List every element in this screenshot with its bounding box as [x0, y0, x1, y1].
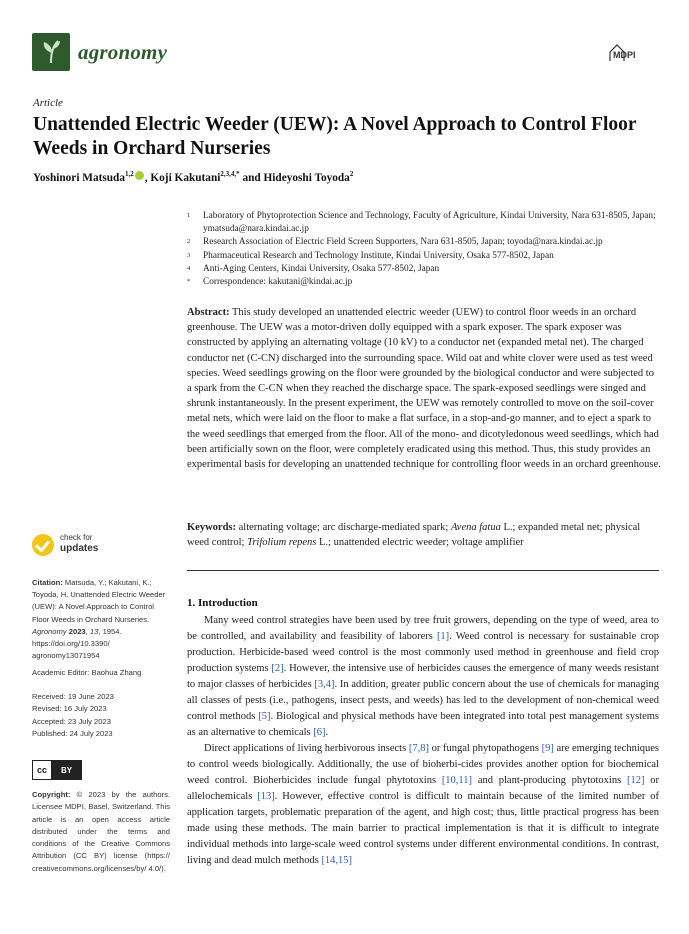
dates: Received: 19 June 2023 Revised: 16 July 2023 Accepted: 23 July 2023 Published: 24 July 2023 [32, 692, 114, 739]
check-updates-small[interactable]: check for [60, 533, 93, 542]
section-heading: 1. Introduction [187, 597, 258, 609]
reference-link[interactable]: [3,4] [314, 679, 335, 690]
affiliations [187, 210, 667, 289]
journal-name: agronomy [78, 40, 168, 64]
paragraph: Direct applications of living herbivorous insects [7,8] or fungal phytopathogens [9] are emerging techniques to control weeds biologically. Additionally, the use of bioherbi-cides provides another option for biochemical weed control. Bioherbicides include fungal phytotoxins [10,11] and plant-producing phytotoxins [12] or allelochemicals [13]. However, effective control is difficult to maintain because of the limited number of application targets, problematic preparation of the agent, and high cost; thus, little practical progress has been made using these methods. The main barrier to practical implementation is that it is difficult to integrate individual methods into large-scale weed control systems under different environmental conditions. In contrast, living and dead mulch methods [14,15] [187, 743, 659, 866]
copyright-notice: Copyright: © 2023 by the authors. Licensee MDPI, Basel, Switzerland. This article is an open access article distributed under the terms and conditions of the Creative Commons Attribution (CC BY) license (https:// creativecommons.org/licenses/by/ 4.0/). [32, 790, 170, 873]
paragraph: Many weed control strategies have been used by tree fruit growers, depending on the type of weed, area to be controlled, and availability and feasibility of laborers [1]. Weed control is necessary for sustainable crop production. Herbicide-based weed control is the most commonly used method in greenhouse and field crop production systems [2]. However, the intensive use of herbicides causes the emergence of many weeds resistant to major classes of herbicides [3,4]. In addition, greater public concern about the use of chemicals for managing all classes of pests (i.e., pathogens, insect pests, and weeds) has led to the development of non-chemical weed control methods [5]. Biological and physical methods have been integrated into total pest management systems as an alternative to chemicals [6]. [187, 615, 660, 738]
abstract-label: Abstract: [187, 307, 230, 318]
citation-block: Citation: Matsuda, Y.; Kakutani, K.; Toyoda, H. Unattended Electric Weeder (UEW): A Novel Approach to Control Floor Weeds in Orchard Nurseries. Agronomy 2023, 13, 1954. https://doi.org/10.3390/ agronomy13071954 [32, 578, 166, 661]
author-name[interactable]: Hideyoshi Toyoda [263, 171, 350, 184]
author-name[interactable]: Koji Kakutani [150, 171, 221, 184]
academic-editor: Academic Editor: Baohua Zhang [32, 668, 142, 677]
svg-text:MDPI: MDPI [613, 50, 636, 60]
reference-link[interactable]: [2] [271, 663, 284, 674]
reference-link[interactable]: [14,15] [321, 855, 353, 866]
check-updates-label[interactable]: updates [60, 543, 99, 554]
keywords-label: Keywords: [187, 522, 236, 533]
reference-link[interactable]: [7,8] [408, 743, 429, 754]
reference-link[interactable]: [1] [436, 631, 450, 642]
reference-link[interactable]: [6] [313, 727, 326, 738]
cc-by-license-icon[interactable]: cc BY [32, 760, 82, 780]
author-list: Yoshinori Matsuda$^{1,2}$ , Koji Kakutani$^{2,3,4,*}$ and Hideyoshi Toyoda$^2$ [33, 170, 354, 184]
check-updates-icon[interactable] [32, 534, 54, 556]
keywords: Keywords: alternating voltage; arc discharge-mediated spark; Avena fatua L.; expanded metal net; physical weed control; Trifolium repens L.; unattended electric weeder; voltage amplifier [187, 522, 641, 549]
reference-link[interactable]: [10,11] [441, 775, 473, 786]
author-name[interactable]: Yoshinori Matsuda [33, 171, 125, 184]
affiliation-item: 4 Anti-Aging Centers, Kindai University, Osaka 577-8502, Japan [187, 263, 440, 274]
orcid-icon[interactable] [135, 171, 144, 180]
reference-link[interactable]: [13] [257, 791, 275, 802]
reference-link[interactable]: [5] [258, 711, 271, 722]
affiliation-item: * Correspondence: kakutani@kindai.ac.jp [187, 277, 353, 288]
doi-link[interactable]: , 1954. https://doi.org/10.3390/ agronomy13071954 [32, 626, 122, 661]
divider [187, 570, 659, 571]
reference-link[interactable]: [12] [626, 775, 645, 786]
affiliation-item: 2 Research Association of Electric Field Screen Supporters, Nara 631-8505, Japan; toyoda@nara.kindai.ac.jp [187, 237, 603, 248]
abstract [187, 305, 661, 472]
publisher-logo [608, 44, 652, 62]
body-text [187, 613, 659, 869]
journal-logo-icon [32, 33, 70, 71]
article-title: Unattended Electric Weeder (UEW): A Novel Approach to Control Floor Weeds in Orchard Nurseries [33, 114, 637, 159]
affiliation-item: 3 Pharmaceutical Research and Technology Institute, Kindai University, Osaka 577-8502, Japan [187, 250, 554, 261]
reference-link[interactable]: [9] [541, 743, 554, 754]
article-type: Article [33, 97, 63, 109]
affiliation-item: 1 Laboratory of Phytoprotection Science and Technology, Faculty of Agriculture, Kindai University, Nara 631-8505, Japan; ymatsuda@nara.kindai.ac.jp [187, 211, 656, 235]
abstract-text: This study developed an unattended electric weeder (UEW) to control floor weeds in an orchard greenhouse. The UEW was a motor-driven dolly equipped with a spark exposer. The spark exposer was constructed by applying an alternating voltage (10 kV) to a conductor net (expanded metal net). The charged conductor net (C-CN) discharged into the surrounding space. Wild oat and white clover were used as test weed species. Weed seedlings growing on the floor were grounded by the biological conductor and were subjected to a spark from the C-CN when they reached the discharge space. The spark-exposed seedlings were singed and shrunk instantaneously. In the present experiment, the UEW was remotely controlled to move on the soil-cover metal nets, which were laid on the floor to make a flat surface, in a stop-and-go manner, and to eject a spark to the weed seedlings that emerged from the floor. All of the mono- and dicotyledonous weed seedlings, which had been artificially sown on the floor, were completely eradicated using this method. Thus, this study provides an experimental basis for developing an unattended technique for controlling floor weeds in an orchard greenhouse. [187, 307, 661, 471]
